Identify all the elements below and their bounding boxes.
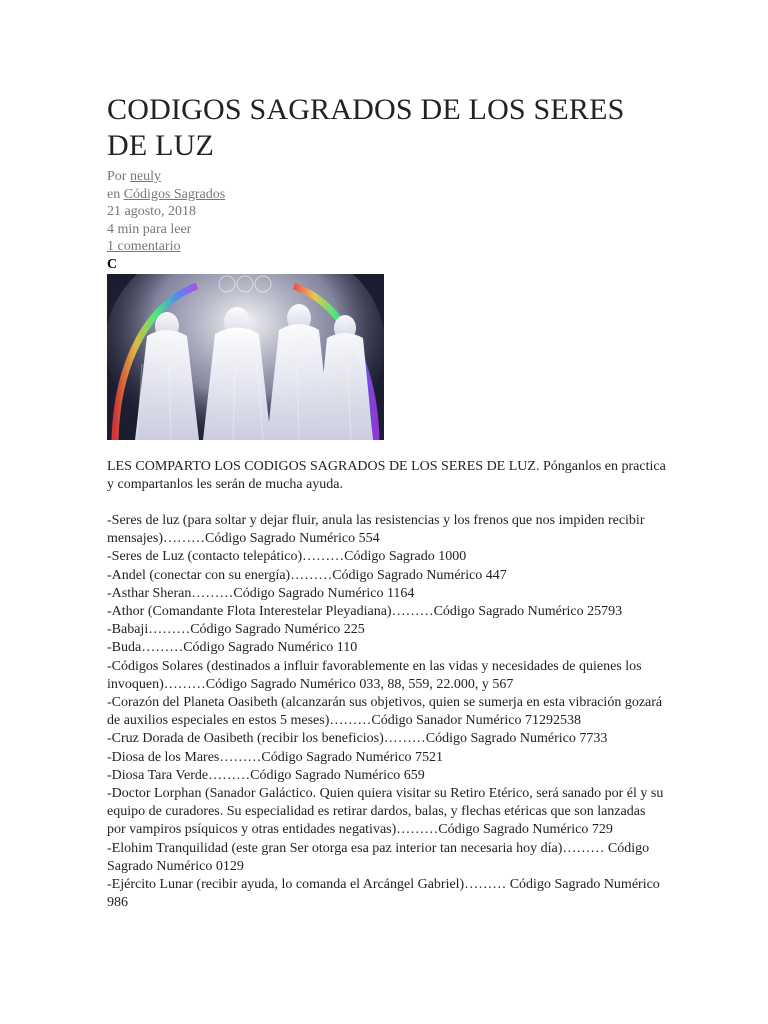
hero-image	[107, 274, 384, 440]
author-line	[107, 168, 667, 186]
list-item: -Doctor Lorphan (Sanador Galáctico. Quien quiera visitar su Retiro Etérico, será sanado por él y su equipo de curadores. Su especialidad es retirar dardos, balas, y flechas etéricas que son lanzadas por vampiros psíquicos y otras entidades negativas)………Código Sagrado Numérico 729	[107, 785, 664, 838]
author-link[interactable]: neuly	[129, 169, 162, 184]
article-body	[107, 458, 667, 913]
list-item: -Seres de luz (para soltar y dejar fluir, anula las resistencias y los frenos que nos impiden recibir mensajes)………Código Sagrado Numérico 554	[107, 512, 645, 547]
list-item: -Elohim Tranquilidad (este gran Ser otorga esa paz interior tan necesaria hoy día)……… Código Sagrado Numérico 0129	[107, 840, 650, 874]
comments-link[interactable]: 1 comentario	[107, 239, 181, 254]
beings-of-light-illustration	[107, 274, 384, 440]
article-meta	[107, 168, 667, 256]
codes-list	[107, 512, 667, 912]
by-prefix: Por	[107, 169, 127, 184]
list-item: -Ejército Lunar (recibir ayuda, lo comanda el Arcángel Gabriel)……… Código Sagrado Numérico 986	[107, 876, 660, 911]
list-item: -Diosa Tara Verde………Código Sagrado Numérico 659	[107, 767, 425, 783]
list-item: -Diosa de los Mares………Código Sagrado Numérico 7521	[107, 749, 443, 765]
list-item: -Códigos Solares (destinados a influir favorablemente en las vidas y necesidades de quienes los invoquen)………Código Sagrado Numérico 033, 88, 559, 22.000, y 567	[107, 658, 642, 692]
list-item: -Corazón del Planeta Oasibeth (alcanzarán sus objetivos, quien se sumerja en esta vibración gozará de auxilios especiales en estos 5 meses)………Código Sanador Numérico 71292538	[107, 694, 663, 729]
category-link[interactable]: Códigos Sagrados	[123, 186, 226, 202]
list-item: -Babaji………Código Sagrado Numérico 225	[107, 622, 365, 638]
in-prefix: en	[107, 186, 121, 202]
read-time: 4 min para leer	[107, 221, 192, 237]
list-item: -Seres de Luz (contacto telepático)………Código Sagrado 1000	[107, 549, 467, 565]
article	[107, 92, 667, 912]
intro-paragraph: LES COMPARTO LOS CODIGOS SAGRADOS DE LOS SERES DE LUZ. Pónganlos en practica y compartanlos les serán de mucha ayuda.	[107, 458, 666, 492]
drop-cap: C	[107, 256, 118, 272]
list-item: -Andel (conectar con su energía)………Código Sagrado Numérico 447	[107, 567, 507, 583]
list-item: -Buda………Código Sagrado Numérico 110	[107, 640, 358, 656]
list-item: -Asthar Sheran………Código Sagrado Numérico 1164	[107, 585, 415, 601]
category-line	[107, 186, 667, 204]
article-title: CODIGOS SAGRADOS DE LOS SERES DE LUZ	[107, 93, 625, 162]
list-item: -Cruz Dorada de Oasibeth (recibir los beneficios)………Código Sagrado Numérico 7733	[107, 731, 608, 747]
publish-date: 21 agosto, 2018	[107, 204, 197, 219]
list-item: -Athor (Comandante Flota Interestelar Pleyadiana)………Código Sagrado Numérico 25793	[107, 603, 623, 619]
